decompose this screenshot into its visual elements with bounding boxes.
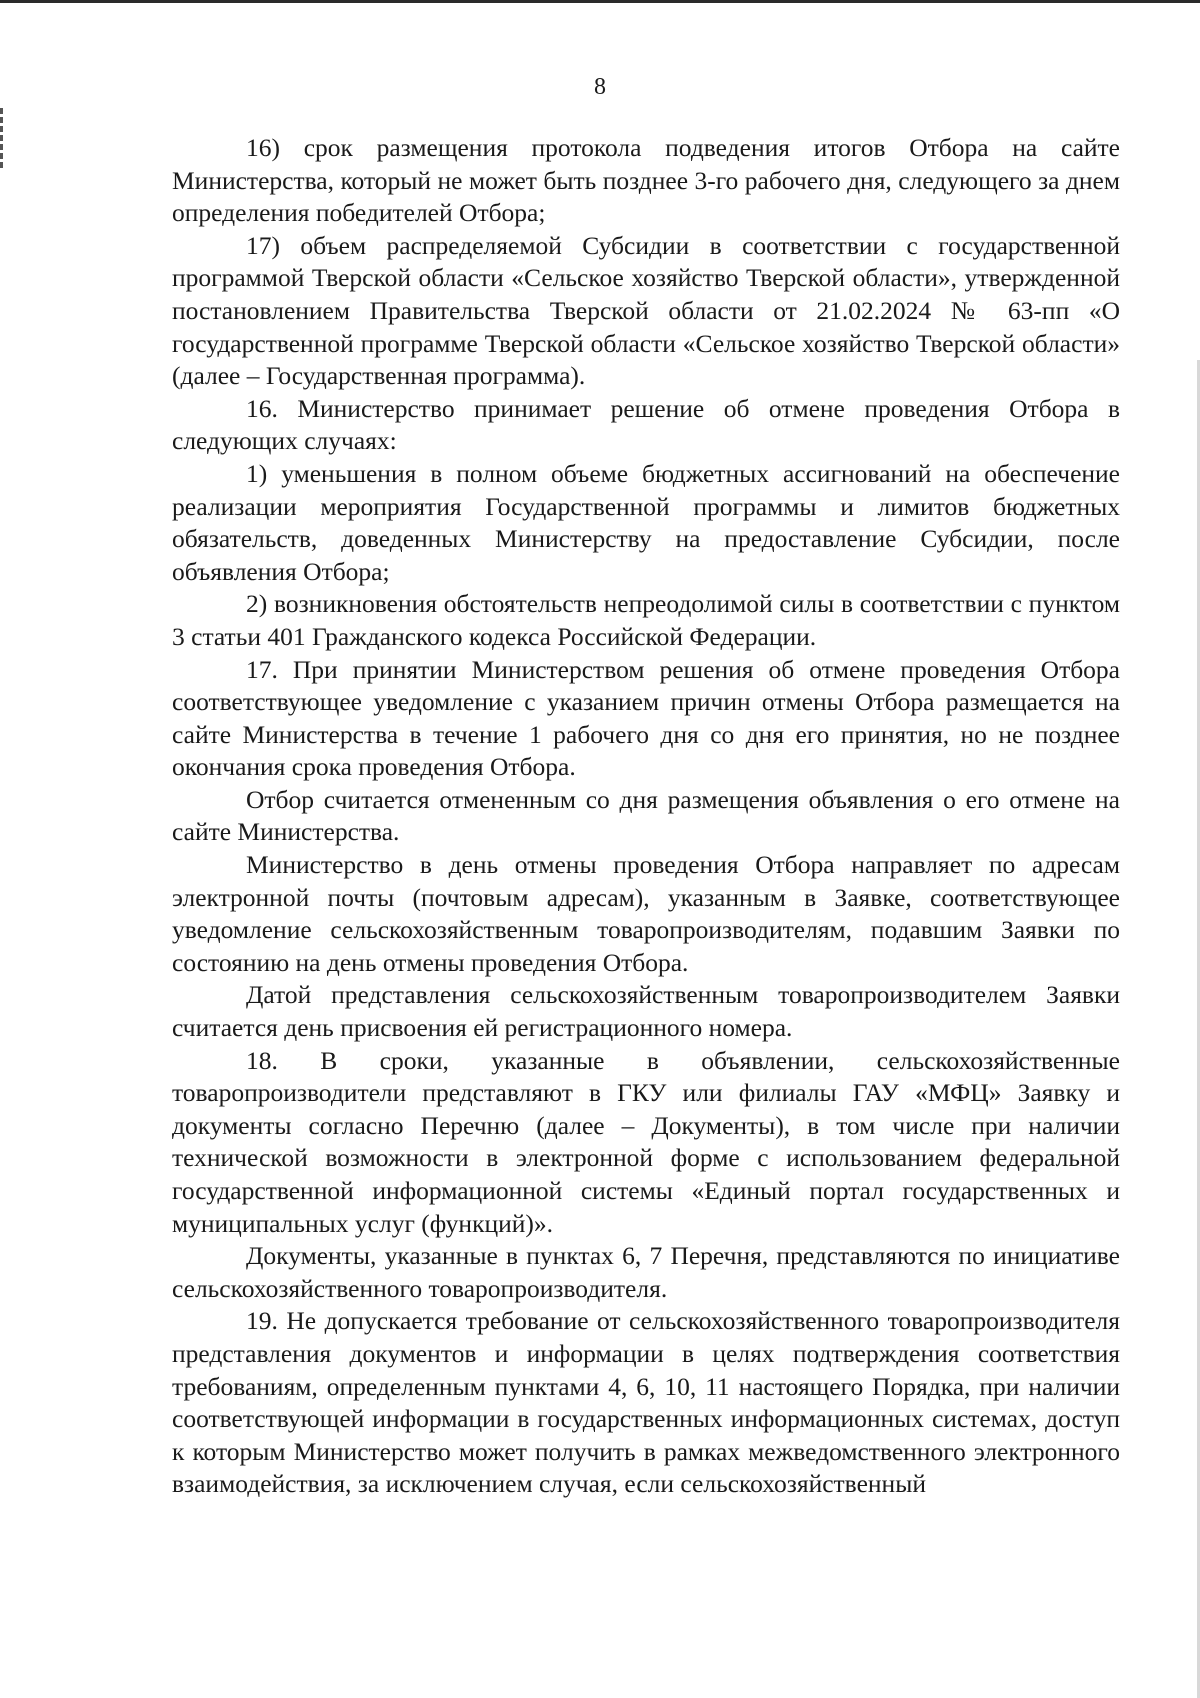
paragraph-item-16-deadline: 16) срок размещения протокола подведения итогов Отбора на сайте Министерства, который не может быть позднее 3-го рабочего дня, следующего за днем определения победителей Отбора;: [172, 133, 1120, 228]
paragraph-case-1-budget-reduction: 1) уменьшения в полном объеме бюджетных ассигнований на обеспечение реализации мероприятия Государственной программы и лимитов бюджетных обязательств, доведенных Министерству на предоставление Субсидии, после объявления Отбора;: [172, 458, 1120, 586]
paragraph-optional-documents: Документы, указанные в пунктах 6, 7 Перечня, представляются по инициативе сельскохозяйственного товаропроизводителя.: [172, 1241, 1120, 1303]
paragraph-cancellation-effective: Отбор считается отмененным со дня размещения объявления о его отмене на сайте Министерства.: [172, 784, 1120, 847]
paragraph-submission-date: Датой представления сельскохозяйственным товаропроизводителем Заявки считается день присвоения ей регистрационного номера.: [172, 980, 1120, 1043]
paragraph-case-2-force-majeure: 2) возникновения обстоятельств непреодолимой силы в соответствии с пунктом 3 статьи 401 Гражданского кодекса Российской Федерации.: [172, 589, 1120, 651]
page-number: 8: [594, 74, 606, 100]
scan-top-edge: [0, 0, 1200, 3]
paragraph-clause-19-requirements: 19. Не допускается требование от сельскохозяйственного товаропроизводителя представления документов и информации в целях подтверждения соответствия требованиям, определенным пунктами 4, 6, 10, 11 настоящего Порядка, при наличии соответствующей информации в государственных информационных системах, доступ к которым Министерство может получить в рамках межведомственного электронного взаимодействия, за исключением случая, если сельскохозяйственный: [172, 1306, 1120, 1499]
paragraph-notification-to-applicants: Министерство в день отмены проведения Отбора направляет по адресам электронной почты (почтовым адресам), указанным в Заявке, соответствующее уведомление сельскохозяйственным товаропроизводителям, подавшим Заявки по состоянию на день отмены проведения Отбора.: [172, 850, 1120, 977]
paragraph-clause-17-notice: 17. При принятии Министерством решения об отмене проведения Отбора соответствующее уведомление с указанием причин отмены Отбора размещается на сайте Министерства в течение 1 рабочего дня со дня его принятия, но не позднее окончания срока проведения Отбора.: [172, 654, 1120, 782]
document-body: [172, 132, 1120, 1501]
paragraph-clause-16-cancellation: 16. Министерство принимает решение об отмене проведения Отбора в следующих случаях:: [172, 393, 1120, 456]
paragraph-clause-18-submission: 18. В сроки, указанные в объявлении, сельскохозяйственные товаропроизводители представляют в ГКУ или филиалы ГАУ «МФЦ» Заявку и документы согласно Перечню (далее – Документы), в том числе при наличии технической возможности в электронной форме с использованием федеральной государственной информационной системы «Единый портал государственных и муниципальных услуг (функций)».: [172, 1045, 1120, 1238]
paragraph-item-17-subsidy-volume: 17) объем распределяемой Субсидии в соответствии с государственной программой Тверской области «Сельское хозяйство Тверской области», утвержденной постановлением Правительства Тверской области от 21.02.2024 № 63-пп «О государственной программе Тверской области «Сельское хозяйство Тверской области» (далее – Государственная программа).: [172, 230, 1120, 391]
scan-left-margin-marks: [0, 108, 6, 168]
